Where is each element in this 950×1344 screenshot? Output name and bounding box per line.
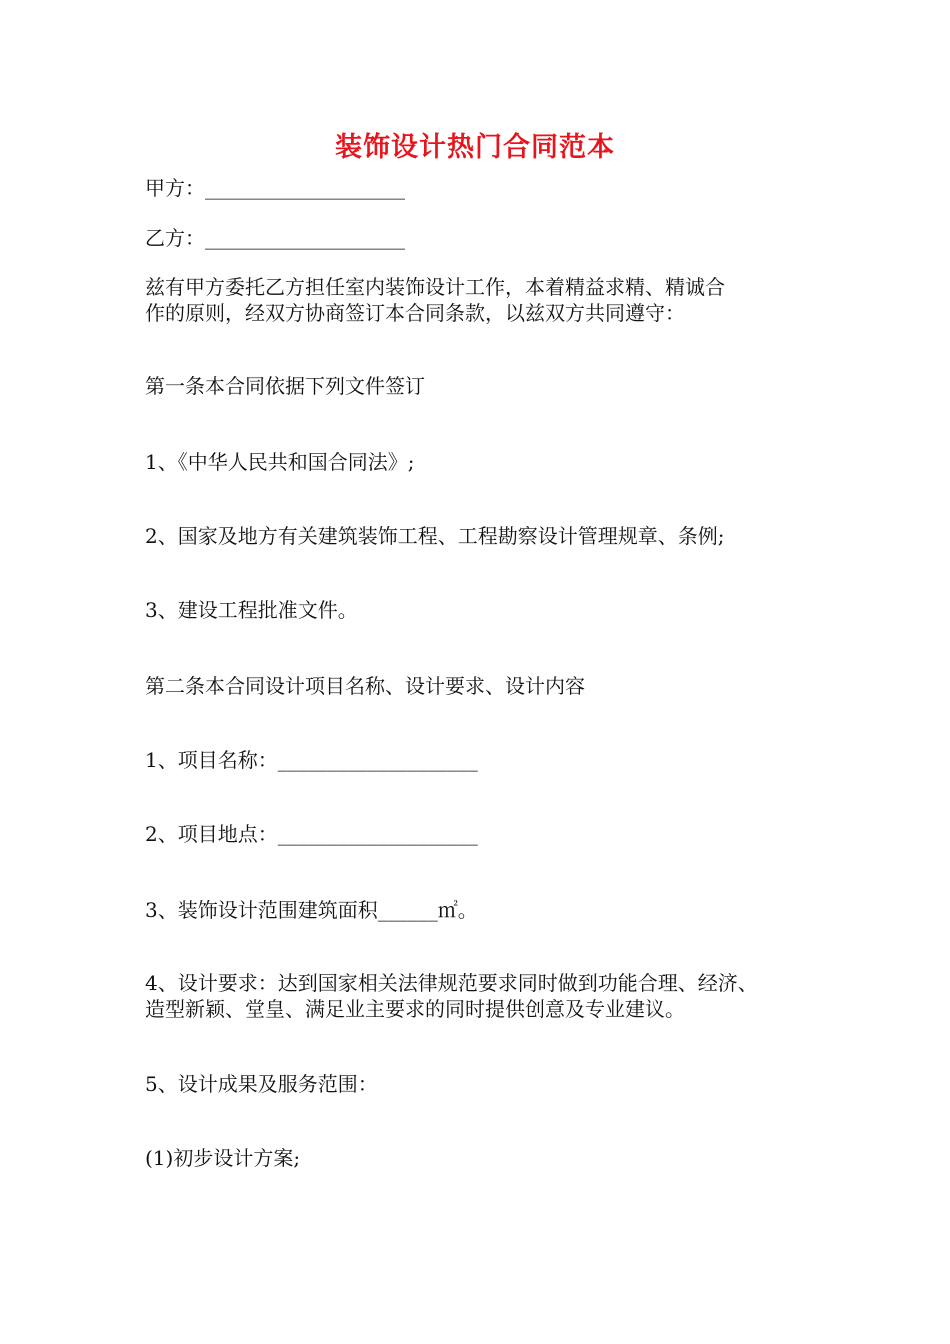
document-title: 装饰设计热门合同范本 bbox=[335, 132, 615, 163]
article2-item-line: 造型新颖、堂皇、满足业主要求的同时提供创意及专业建议。 bbox=[145, 997, 685, 1021]
article2-subitem: (1)初步设计方案; bbox=[145, 1146, 301, 1170]
article2-item: 3、装饰设计范围建筑面积______㎡。 bbox=[145, 898, 478, 922]
party-b-line: 乙方：____________________ bbox=[145, 226, 405, 250]
article2-item-line: 4、设计要求：达到国家相关法律规范要求同时做到功能合理、经济、 bbox=[145, 971, 758, 995]
article1-item: 1、《中华人民共和国合同法》; bbox=[145, 450, 415, 474]
article2-item: 5、设计成果及服务范围： bbox=[145, 1072, 378, 1096]
article2-heading: 第二条本合同设计项目名称、设计要求、设计内容 bbox=[145, 674, 585, 698]
article2-item: 1、项目名称：____________________ bbox=[145, 748, 478, 772]
article1-heading: 第一条本合同依据下列文件签订 bbox=[145, 374, 425, 398]
article2-item-4 bbox=[145, 970, 825, 1022]
party-a-line: 甲方：____________________ bbox=[145, 176, 405, 200]
article2-item: 2、项目地点：____________________ bbox=[145, 822, 478, 846]
intro-paragraph bbox=[145, 274, 825, 326]
intro-line: 兹有甲方委托乙方担任室内装饰设计工作，本着精益求精、精诚合 bbox=[145, 275, 725, 299]
intro-line: 作的原则，经双方协商签订本合同条款，以兹双方共同遵守： bbox=[145, 301, 685, 325]
article1-item: 3、建设工程批准文件。 bbox=[145, 598, 358, 622]
article1-item: 2、国家及地方有关建筑装饰工程、工程勘察设计管理规章、条例; bbox=[145, 524, 725, 548]
